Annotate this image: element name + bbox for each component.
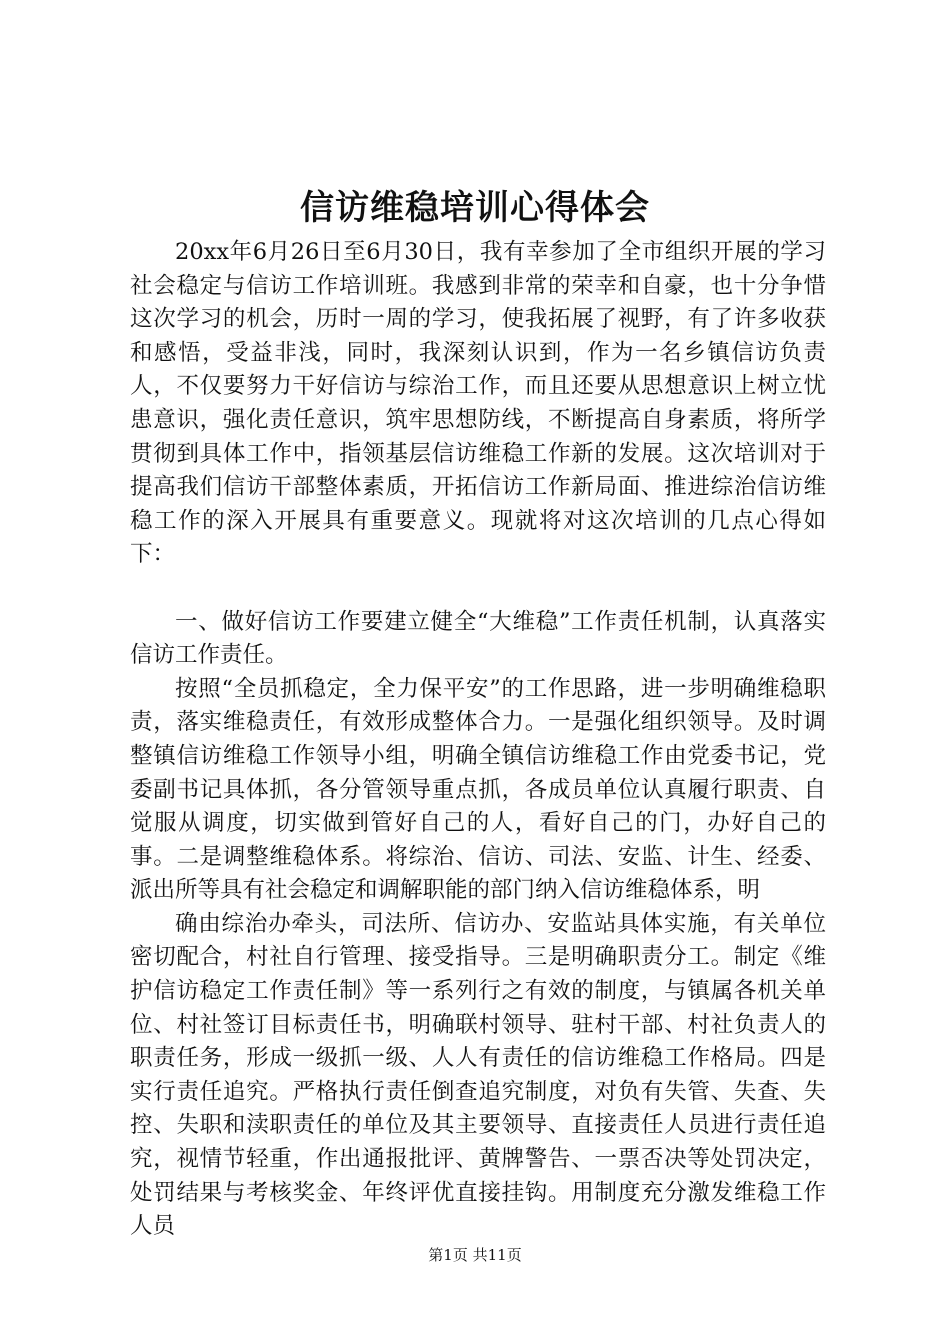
paragraph-body-1: 按照“全员抓稳定，全力保平安”的工作思路，进一步明确维稳职责，落实维稳责任，有效形成整体合力。一是强化组织领导。及时调整镇信访维稳工作领导小组，明确全镇信访维稳工作由党委书记，党委副书记具体抓，各分管领导重点抓，各成员单位认真履行职责、自觉服从调度，切实做到管好自己的人，看好自己的门，办好自己的事。二是调整维稳体系。将综治、信访、司法、安监、计生、经委、派出所等具有社会稳定和调解职能的部门纳入信访维稳体系，明: [130, 675, 826, 904]
paragraph-intro: 20xx年6月26日至6月30日，我有幸参加了全市组织开展的学习社会稳定与信访工作培训班。我感到非常的荣幸和自豪，也十分争惜这次学习的机会，历时一周的学习，使我拓展了视野，有了许多收获和感悟，受益非浅，同时，我深刻认识到，作为一名乡镇信访负责人，不仅要努力干好信访与综治工作，而且还要从思想意识上树立忧患意识，强化责任意识，筑牢思想防线，不断提高自身素质，将所学贯彻到具体工作中，指领基层信访维稳工作新的发展。这次培训对于提高我们信访干部整体素质，开拓信访工作新局面、推进综治信访维稳工作的深入开展具有重要意义。现就将对这次培训的几点心得如下：: [130, 239, 826, 568]
paragraph-body-2: 确由综治办牵头，司法所、信访办、安监站具体实施，有关单位密切配合，村社自行管理、接受指导。三是明确职责分工。制定《维护信访稳定工作责任制》等一系列行之有效的制度，与镇属各机关单位、村社签订目标责任书，明确联村领导、驻村干部、村社负责人的职责任务，形成一级抓一级、人人有责任的信访维稳工作格局。四是实行责任追究。严格执行责任倒查追究制度，对负有失管、失查、失控、失职和渎职责任的单位及其主要领导、直接责任人员进行责任追究，视情节轻重，作出通报批评、黄牌警告、一票否决等处罚决定，处罚结果与考核奖金、年终评优直接挂钩。用制度充分激发维稳工作人员: [130, 910, 826, 1240]
document-title: 信访维稳培训心得体会: [300, 188, 650, 228]
document-body: [130, 236, 826, 1244]
paragraph-section-heading: 一、做好信访工作要建立健全“大维稳”工作责任机制，认真落实信访工作责任。: [130, 608, 826, 669]
page-number-footer: 第1页 共11页: [428, 1246, 522, 1264]
